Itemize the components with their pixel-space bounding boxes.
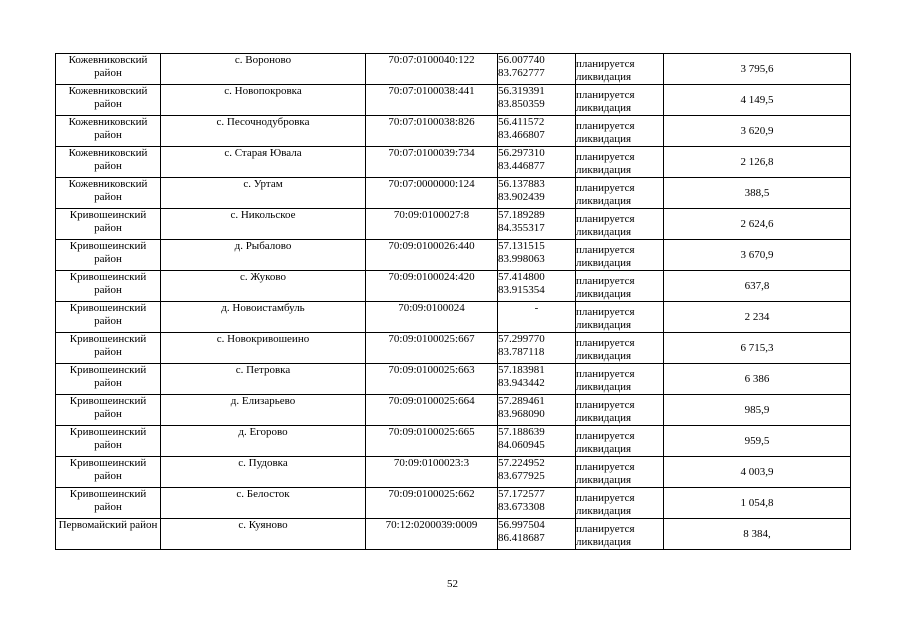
- cadastral-number-cell: 70:09:0100025:663: [366, 364, 498, 395]
- district-cell: Кривошеинский район: [56, 488, 161, 519]
- latitude: 57.289461: [498, 395, 545, 407]
- locality-cell: с. Петровка: [161, 364, 366, 395]
- area-cell: 6 386: [664, 364, 851, 395]
- cadastral-number-cell: 70:07:0100040:122: [366, 54, 498, 85]
- table-row: [56, 364, 851, 395]
- area-cell: 6 715,3: [664, 333, 851, 364]
- status-cell: [576, 209, 664, 240]
- locality-cell: с. Куяново: [161, 519, 366, 550]
- status-line-2: ликвидация: [576, 412, 632, 424]
- status-line-2: ликвидация: [576, 536, 632, 548]
- table-row: [56, 519, 851, 550]
- district-cell: Кривошеинский район: [56, 333, 161, 364]
- latitude: 57.172577: [498, 488, 545, 500]
- status-line-1: планируется: [576, 275, 635, 287]
- cadastral-number-cell: 70:09:0100025:665: [366, 426, 498, 457]
- cadastral-number-cell: 70:07:0100039:734: [366, 147, 498, 178]
- status-line-2: ликвидация: [576, 102, 632, 114]
- table-row: [56, 54, 851, 85]
- cadastral-number-cell: 70:07:0100038:441: [366, 85, 498, 116]
- district-cell: Кривошеинский район: [56, 457, 161, 488]
- status-line-1: планируется: [576, 120, 635, 132]
- longitude: 83.787118: [498, 346, 545, 358]
- area-cell: 4 003,9: [664, 457, 851, 488]
- coordinates-cell: [498, 333, 576, 364]
- longitude: 83.677925: [498, 470, 545, 482]
- district-cell: Кривошеинский район: [56, 240, 161, 271]
- status-line-1: планируется: [576, 151, 635, 163]
- status-cell: [576, 395, 664, 426]
- status-line-1: планируется: [576, 368, 635, 380]
- registry-table: [55, 53, 851, 550]
- table-row: [56, 395, 851, 426]
- status-line-2: ликвидация: [576, 288, 632, 300]
- longitude: 84.060945: [498, 439, 545, 451]
- latitude: 57.131515: [498, 240, 545, 252]
- status-cell: [576, 519, 664, 550]
- page-number: 52: [447, 578, 458, 590]
- status-line-1: планируется: [576, 182, 635, 194]
- coordinates-cell: [498, 54, 576, 85]
- status-line-1: планируется: [576, 492, 635, 504]
- status-line-1: планируется: [576, 244, 635, 256]
- area-cell: 637,8: [664, 271, 851, 302]
- status-cell: [576, 302, 664, 333]
- status-cell: [576, 85, 664, 116]
- status-line-2: ликвидация: [576, 474, 632, 486]
- locality-cell: с. Новопокровка: [161, 85, 366, 116]
- table-row: [56, 116, 851, 147]
- locality-cell: с. Старая Ювала: [161, 147, 366, 178]
- table-row: [56, 302, 851, 333]
- latitude: 56.007740: [498, 54, 545, 66]
- status-cell: [576, 426, 664, 457]
- status-line-2: ликвидация: [576, 505, 632, 517]
- table-row: [56, 271, 851, 302]
- district-cell: Кривошеинский район: [56, 271, 161, 302]
- status-cell: [576, 240, 664, 271]
- table-row: [56, 85, 851, 116]
- coordinates-cell: [498, 457, 576, 488]
- cadastral-number-cell: 70:09:0100024: [366, 302, 498, 333]
- status-line-2: ликвидация: [576, 133, 632, 145]
- cadastral-number-cell: 70:09:0100025:662: [366, 488, 498, 519]
- locality-cell: с. Жуково: [161, 271, 366, 302]
- coordinates-cell: [498, 488, 576, 519]
- area-cell: 388,5: [664, 178, 851, 209]
- locality-cell: с. Белосток: [161, 488, 366, 519]
- latitude: 57.188639: [498, 426, 545, 438]
- latitude: -: [534, 302, 539, 314]
- longitude: 83.762777: [498, 67, 545, 79]
- longitude: 83.446877: [498, 160, 545, 172]
- table-row: [56, 240, 851, 271]
- status-line-2: ликвидация: [576, 226, 632, 238]
- locality-cell: с. Песочнодубровка: [161, 116, 366, 147]
- locality-cell: д. Елизарьево: [161, 395, 366, 426]
- status-cell: [576, 116, 664, 147]
- district-cell: Кривошеинский район: [56, 302, 161, 333]
- status-line-2: ликвидация: [576, 381, 632, 393]
- longitude: 83.968090: [498, 408, 545, 420]
- status-line-1: планируется: [576, 430, 635, 442]
- status-line-1: планируется: [576, 89, 635, 101]
- status-cell: [576, 364, 664, 395]
- longitude: 83.902439: [498, 191, 545, 203]
- latitude: 56.137883: [498, 178, 545, 190]
- table-row: [56, 426, 851, 457]
- area-cell: 4 149,5: [664, 85, 851, 116]
- locality-cell: д. Рыбалово: [161, 240, 366, 271]
- locality-cell: д. Егорово: [161, 426, 366, 457]
- latitude: 57.414800: [498, 271, 545, 283]
- cadastral-number-cell: 70:07:0000000:124: [366, 178, 498, 209]
- status-line-2: ликвидация: [576, 350, 632, 362]
- status-line-1: планируется: [576, 523, 635, 535]
- area-cell: 8 384,: [664, 519, 851, 550]
- locality-cell: с. Уртам: [161, 178, 366, 209]
- status-line-1: планируется: [576, 58, 635, 70]
- table-row: [56, 457, 851, 488]
- status-line-2: ликвидация: [576, 257, 632, 269]
- coordinates-cell: [498, 178, 576, 209]
- latitude: 57.183981: [498, 364, 545, 376]
- area-cell: 1 054,8: [664, 488, 851, 519]
- coordinates-cell: [498, 364, 576, 395]
- coordinates-cell: [498, 116, 576, 147]
- area-cell: 2 234: [664, 302, 851, 333]
- cadastral-number-cell: 70:09:0100025:667: [366, 333, 498, 364]
- district-cell: Первомайский район: [56, 519, 161, 550]
- district-cell: Кривошеинский район: [56, 426, 161, 457]
- coordinates-cell: [498, 519, 576, 550]
- longitude: 83.998063: [498, 253, 545, 265]
- status-line-2: ликвидация: [576, 195, 632, 207]
- locality-cell: с. Пудовка: [161, 457, 366, 488]
- cadastral-number-cell: 70:09:0100026:440: [366, 240, 498, 271]
- district-cell: Кожевниковский район: [56, 147, 161, 178]
- cadastral-number-cell: 70:12:0200039:0009: [366, 519, 498, 550]
- status-line-2: ликвидация: [576, 71, 632, 83]
- status-line-1: планируется: [576, 213, 635, 225]
- locality-cell: с. Никольское: [161, 209, 366, 240]
- status-line-2: ликвидация: [576, 164, 632, 176]
- cadastral-number-cell: 70:09:0100027:8: [366, 209, 498, 240]
- coordinates-cell: [498, 147, 576, 178]
- cadastral-number-cell: 70:07:0100038:826: [366, 116, 498, 147]
- district-cell: Кожевниковский район: [56, 54, 161, 85]
- table-row: [56, 147, 851, 178]
- longitude: 84.355317: [498, 222, 545, 234]
- district-cell: Кожевниковский район: [56, 178, 161, 209]
- area-cell: 3 670,9: [664, 240, 851, 271]
- coordinates-cell: [498, 395, 576, 426]
- table-row: [56, 178, 851, 209]
- longitude: 83.943442: [498, 377, 545, 389]
- latitude: 56.319391: [498, 85, 545, 97]
- district-cell: Кожевниковский район: [56, 85, 161, 116]
- status-line-2: ликвидация: [576, 443, 632, 455]
- cadastral-number-cell: 70:09:0100024:420: [366, 271, 498, 302]
- district-cell: Кривошеинский район: [56, 395, 161, 426]
- district-cell: Кривошеинский район: [56, 209, 161, 240]
- latitude: 57.224952: [498, 457, 545, 469]
- area-cell: 3 620,9: [664, 116, 851, 147]
- status-cell: [576, 488, 664, 519]
- cadastral-number-cell: 70:09:0100023:3: [366, 457, 498, 488]
- table-row: [56, 209, 851, 240]
- district-cell: Кожевниковский район: [56, 116, 161, 147]
- coordinates-cell: [498, 209, 576, 240]
- latitude: 56.411572: [498, 116, 545, 128]
- locality-cell: д. Новоистамбуль: [161, 302, 366, 333]
- status-line-2: ликвидация: [576, 319, 632, 331]
- latitude: 57.299770: [498, 333, 545, 345]
- area-cell: 2 624,6: [664, 209, 851, 240]
- locality-cell: с. Вороново: [161, 54, 366, 85]
- area-cell: 3 795,6: [664, 54, 851, 85]
- latitude: 57.189289: [498, 209, 545, 221]
- status-cell: [576, 457, 664, 488]
- coordinates-cell: [498, 302, 576, 333]
- locality-cell: с. Новокривошеино: [161, 333, 366, 364]
- longitude: 83.673308: [498, 501, 545, 513]
- status-line-1: планируется: [576, 399, 635, 411]
- coordinates-cell: [498, 85, 576, 116]
- status-cell: [576, 54, 664, 85]
- status-cell: [576, 333, 664, 364]
- area-cell: 985,9: [664, 395, 851, 426]
- area-cell: 959,5: [664, 426, 851, 457]
- status-line-1: планируется: [576, 306, 635, 318]
- registry-table-body: [56, 54, 851, 550]
- area-cell: 2 126,8: [664, 147, 851, 178]
- coordinates-cell: [498, 426, 576, 457]
- district-cell: Кривошеинский район: [56, 364, 161, 395]
- table-row: [56, 333, 851, 364]
- status-line-1: планируется: [576, 337, 635, 349]
- longitude: 86.418687: [498, 532, 545, 544]
- status-line-1: планируется: [576, 461, 635, 473]
- longitude: 83.850359: [498, 98, 545, 110]
- latitude: 56.297310: [498, 147, 545, 159]
- latitude: 56.997504: [498, 519, 545, 531]
- status-cell: [576, 178, 664, 209]
- coordinates-cell: [498, 271, 576, 302]
- table-row: [56, 488, 851, 519]
- status-cell: [576, 271, 664, 302]
- status-cell: [576, 147, 664, 178]
- cadastral-number-cell: 70:09:0100025:664: [366, 395, 498, 426]
- coordinates-cell: [498, 240, 576, 271]
- longitude: 83.466807: [498, 129, 545, 141]
- longitude: 83.915354: [498, 284, 545, 296]
